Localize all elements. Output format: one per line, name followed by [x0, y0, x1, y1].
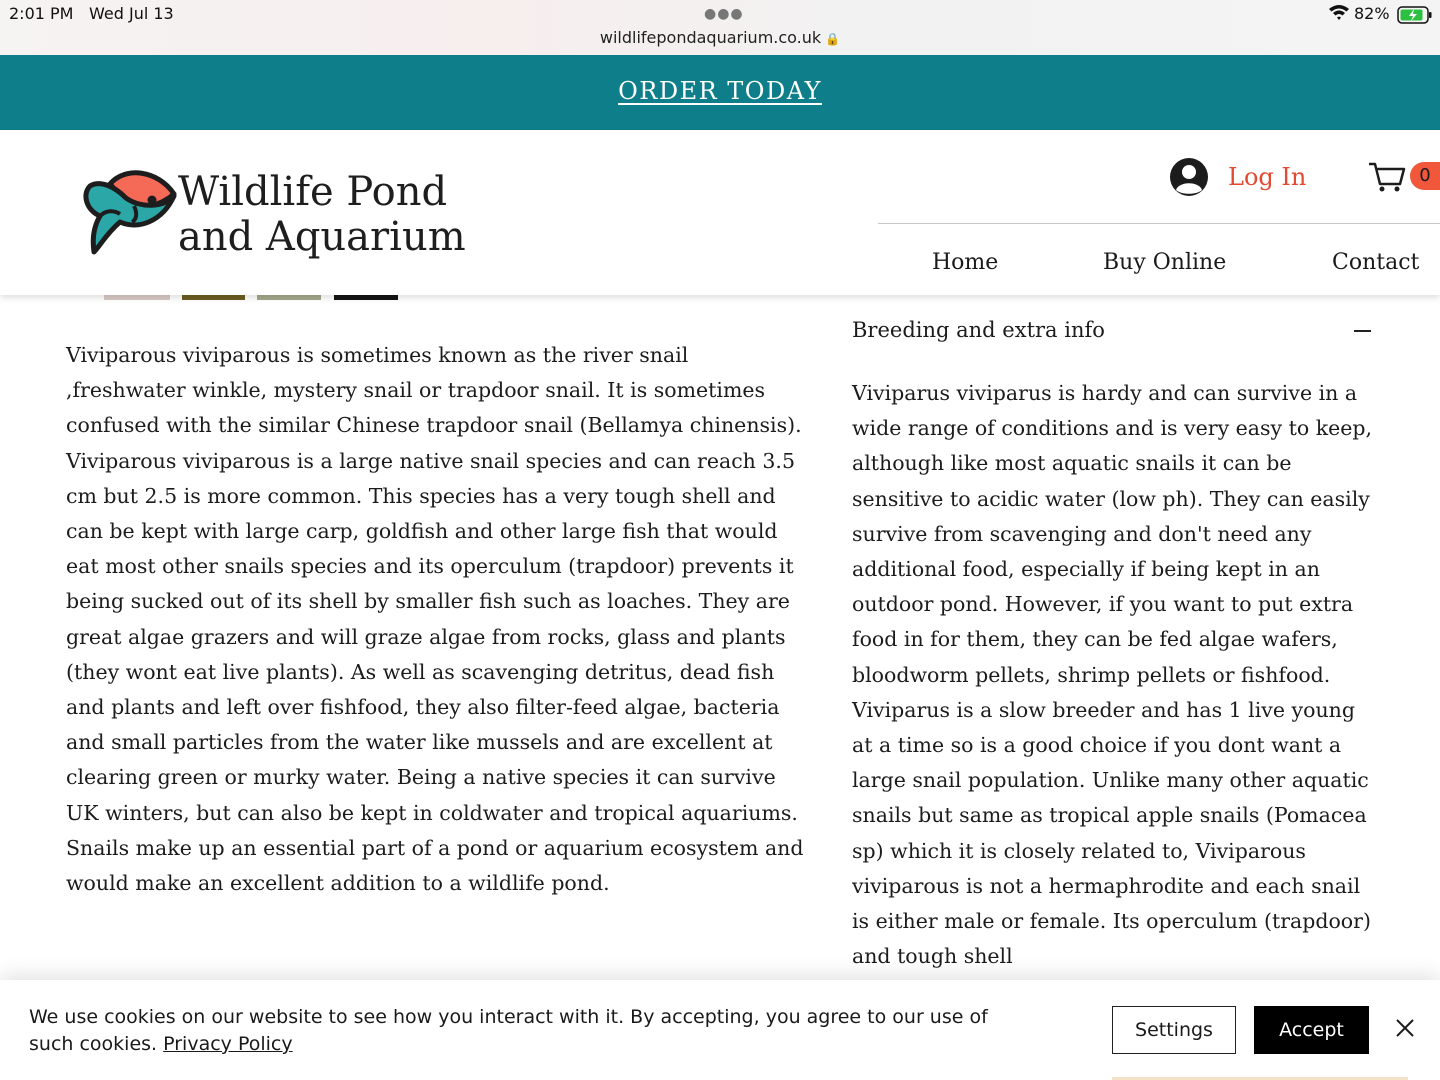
close-icon[interactable]	[1394, 1017, 1416, 1043]
order-banner	[0, 55, 1440, 130]
more-dots-icon[interactable]: ●●●	[704, 6, 744, 22]
gallery-thumbnail[interactable]	[334, 295, 398, 300]
cookie-text: We use cookies on our website to see how you interact with it. By accepting, you agree to our use of such cookies.	[29, 1006, 988, 1055]
site-logo-text[interactable]	[178, 170, 466, 260]
status-time: 2:01 PM	[9, 4, 74, 23]
url-text: wildlifepondaquarium.co.uk	[599, 28, 822, 47]
cookie-settings-button[interactable]: Settings	[1112, 1006, 1236, 1054]
user-avatar-icon[interactable]	[1169, 157, 1209, 201]
battery-icon	[1397, 6, 1433, 28]
gallery-thumbnail[interactable]	[257, 295, 321, 300]
cart-icon[interactable]	[1367, 160, 1407, 198]
collapse-minus-icon[interactable]	[1354, 330, 1371, 332]
nav-divider	[878, 223, 1440, 224]
gallery-thumbnail[interactable]	[182, 295, 245, 300]
breeding-info-text: Viviparus viviparus is hardy and can survive in a wide range of conditions and is very easy to keep, although like most aquatic snails it can be sensitive to acidic water (low ph). They can easily survive from scavenging and don't need any additional food, especially if being kept in an outdoor pond. However, if you want to put extra food in for them, they can be fed algae wafers, bloodworm pellets, shrimp pellets or fishfood. Viviparus is a slow breeder and has 1 live young at a time so is a good choice if you dont want a large snail population. Unlike many other aquatic snails but same as tropical apple snails (Pomacea sp) which it is closely related to, Viviparous viviparous is not a hermaphrodite and each snail is either male or female. Its operculum (trapdoor) and tough shell	[852, 381, 1373, 969]
fish-logo-icon[interactable]	[80, 164, 178, 260]
battery-percent: 82%	[1354, 4, 1390, 23]
login-link[interactable]: Log In	[1228, 163, 1307, 191]
cart-count-badge[interactable]: 0	[1410, 162, 1440, 190]
status-date: Wed Jul 13	[89, 4, 174, 23]
wifi-icon	[1328, 3, 1350, 25]
site-header	[0, 130, 1440, 295]
nav-buy-online[interactable]: Buy Online	[1103, 250, 1227, 275]
section-heading-breeding[interactable]: Breeding and extra info	[852, 318, 1105, 342]
cookie-accept-button[interactable]: Accept	[1254, 1006, 1369, 1054]
cookie-banner	[0, 980, 1440, 1080]
lock-icon: 🔒	[825, 32, 841, 46]
logo-line-1: Wildlife Pond	[178, 169, 448, 215]
privacy-policy-link[interactable]: Privacy Policy	[163, 1033, 293, 1055]
gallery-thumbnail[interactable]	[104, 295, 170, 300]
cookie-message	[29, 1004, 1029, 1058]
product-description: Viviparous viviparous is sometimes known as the river snail ,freshwater winkle, mystery snail or trapdoor snail. It is sometimes confused with the similar Chinese trapdoor snail (Bellamya chinensis). Viviparous viviparous is a large native snail species and can reach 3.5 cm but 2.5 is more common. This species has a very tough shell and can be kept with large carp, goldfish and other large fish that would eat most other snails species and its operculum (trapdoor) prevents it being sucked out of its shell by smaller fish such as loaches. They are great algae grazers and will graze algae from rocks, glass and plants (they wont eat live plants). As well as scavenging detritus, dead fish and plants and left over fishfood, they also filter-feed algae, bacteria and small particles from the water like mussels and are excellent at clearing green or murky water. Being a native species it can survive UK winters, but can also be kept in coldwater and tropical aquariums. Snails make up an essential part of a pond or aquarium ecosystem and would make an excellent addition to a wildlife pond.	[66, 343, 804, 896]
nav-home[interactable]: Home	[932, 250, 999, 275]
order-today-link[interactable]: ORDER TODAY	[618, 77, 822, 105]
nav-contact[interactable]: Contact	[1332, 250, 1420, 275]
logo-line-2: and Aquarium	[178, 214, 466, 260]
address-bar[interactable]	[0, 28, 1440, 47]
status-bar	[0, 0, 1440, 55]
